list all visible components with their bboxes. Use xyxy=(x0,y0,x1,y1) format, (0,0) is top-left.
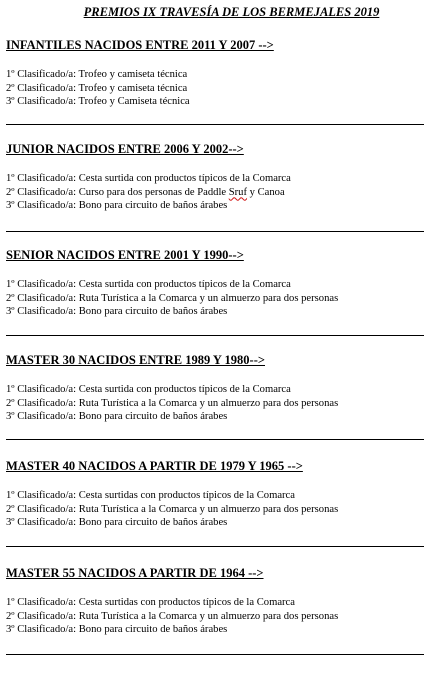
category-section-master-40 xyxy=(6,459,420,530)
prize-list xyxy=(6,172,420,213)
section-divider xyxy=(6,654,424,655)
section-divider xyxy=(6,335,424,336)
prize-line-second: 2º Clasificado/a: Ruta Turística a la Comarca y un almuerzo para dos personas xyxy=(6,610,339,622)
category-heading: MASTER 55 NACIDOS A PARTIR DE 1964 --> xyxy=(6,566,264,580)
prize-line-second: 2º Clasificado/a: Trofeo y camiseta técnica xyxy=(6,82,188,94)
prize-line-first: 1º Clasificado/a: Cesta surtidas con productos típicos de la Comarca xyxy=(6,490,295,501)
spellcheck-flagged-word: Sruf xyxy=(228,186,248,198)
prize-line-third: 3º Clasificado/a: Bono para circuito de baños árabes xyxy=(6,306,228,317)
category-heading: MASTER 40 NACIDOS A PARTIR DE 1979 Y 1965 --> xyxy=(6,459,303,473)
category-section-senior xyxy=(6,248,420,319)
prize-line-first: 1º Clasificado/a: Cesta surtida con productos típicos de la Comarca xyxy=(6,173,291,184)
prize-line-first: 1º Clasificado/a: Cesta surtida con productos típicos de la Comarca xyxy=(6,384,291,395)
prize-line-second: 2º Clasificado/a: Ruta Turística a la Comarca y un almuerzo para dos personas xyxy=(6,503,339,515)
prize-line-third: 3º Clasificado/a: Trofeo y Camiseta técnica xyxy=(6,96,190,107)
prize-list xyxy=(6,383,420,424)
prize-line-first: 1º Clasificado/a: Trofeo y camiseta técnica xyxy=(6,69,188,80)
prize-line-third: 3º Clasificado/a: Bono para circuito de baños árabes xyxy=(6,200,228,211)
prize-line-third: 3º Clasificado/a: Bono para circuito de baños árabes xyxy=(6,411,228,422)
prize-list xyxy=(6,68,420,109)
prize-text-tail: y Canoa xyxy=(247,186,285,198)
category-heading: INFANTILES NACIDOS ENTRE 2011 Y 2007 --> xyxy=(6,38,274,52)
section-divider xyxy=(6,546,424,547)
section-divider xyxy=(6,439,424,440)
prize-text: 2º Clasificado/a: Curso para dos personas de Paddle xyxy=(6,186,229,198)
prize-line-first: 1º Clasificado/a: Cesta surtida con productos típicos de la Comarca xyxy=(6,279,291,290)
category-section-infantiles xyxy=(6,38,420,109)
prize-line-second: 2º Clasificado/a: Ruta Turística a la Comarca y un almuerzo para dos personas xyxy=(6,292,339,304)
document-title: PREMIOS IX TRAVESÍA DE LOS BERMEJALES 2019 xyxy=(83,5,380,19)
category-section-master-55 xyxy=(6,566,420,637)
prize-line-second: 2º Clasificado/a: Ruta Turística a la Comarca y un almuerzo para dos personas xyxy=(6,397,339,409)
category-heading: JUNIOR NACIDOS ENTRE 2006 Y 2002--> xyxy=(6,142,244,156)
category-section-master-30 xyxy=(6,353,420,424)
category-heading: MASTER 30 NACIDOS ENTRE 1989 Y 1980--> xyxy=(6,353,265,367)
prize-line-second xyxy=(6,186,420,200)
prize-line-first: 1º Clasificado/a: Cesta surtidas con productos típicos de la Comarca xyxy=(6,597,295,608)
prize-line-third: 3º Clasificado/a: Bono para circuito de baños árabes xyxy=(6,624,228,635)
prize-list xyxy=(6,278,420,319)
section-divider xyxy=(6,124,424,125)
prize-list xyxy=(6,489,420,530)
section-divider xyxy=(6,231,424,232)
category-heading: SENIOR NACIDOS ENTRE 2001 Y 1990--> xyxy=(6,248,244,262)
category-section-junior xyxy=(6,142,420,213)
prize-list xyxy=(6,596,420,637)
prize-line-third: 3º Clasificado/a: Bono para circuito de baños árabes xyxy=(6,517,228,528)
